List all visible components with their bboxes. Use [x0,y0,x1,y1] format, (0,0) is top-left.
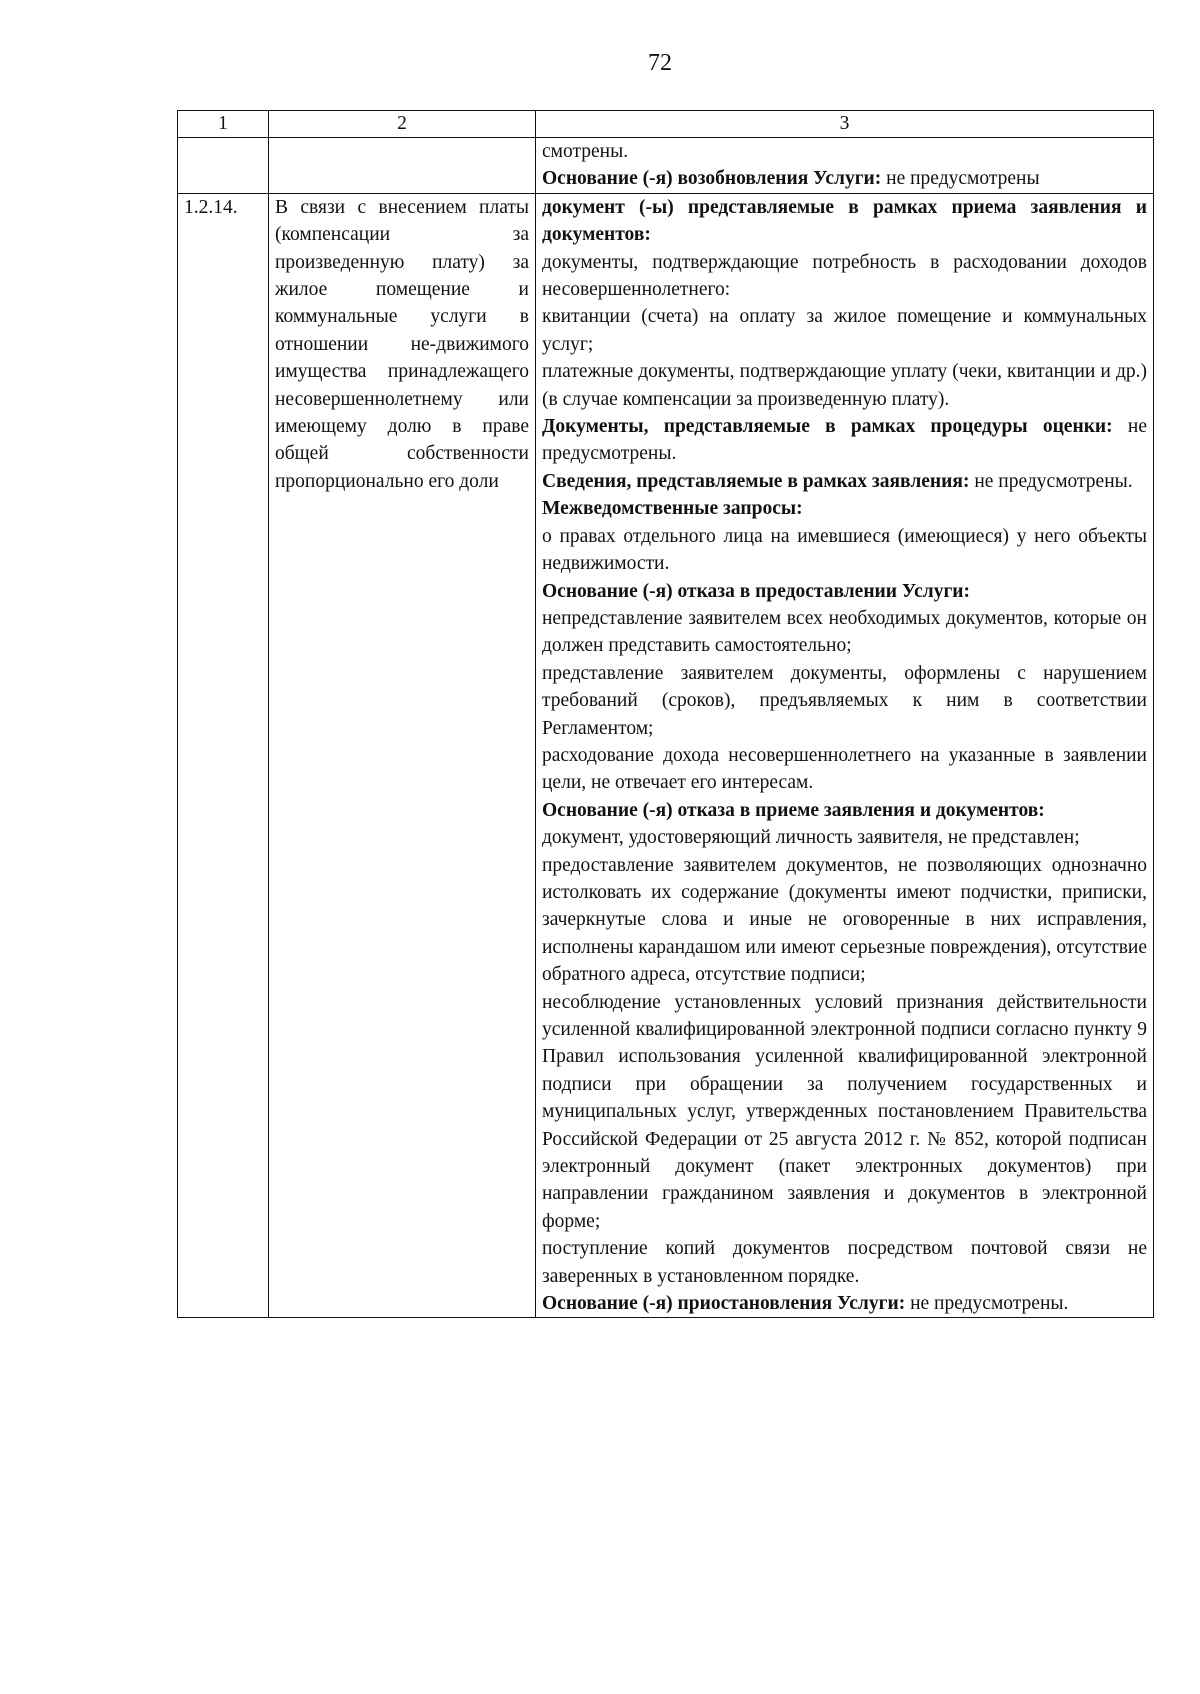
resumption-heading: Основание (-я) возобновления Услуги: [542,168,882,190]
page-number: 72 [648,50,672,76]
continuation-text: смотрены. [542,141,629,162]
section-item: документы, подтверждающие потребность в расходовании доходов несовершеннолетнего: [542,251,1147,301]
section-inline-text: не предусмотрены. [542,416,1148,465]
section-item: несоблюдение установленных условий признания действительности усиленной квалифицированной электронной подписи согласно пункту 9 Правил использования усиленной квалифицированной электронной подписи при обращении за получением государственных и муниципальных услуг, утвержденных постановлением Правительства Российской Федерации от 25 августа 2012 г. № 852, которой подписан электронный документ (пакет электронных документов) при направлении гражданином заявления и документов в электронной форме; [542,991,1147,1232]
section-item: документ, удостоверяющий личность заявителя, не представлен; [542,827,1080,849]
section-heading-paragraph [542,413,1147,468]
section-list [542,194,1147,1318]
row-content-cell [536,193,1154,1318]
continuation-description-cell [269,138,536,194]
section-heading: Межведомственные запросы: [542,498,803,520]
section-heading-paragraph [542,797,1147,824]
section-heading: Основание (-я) приостановления Услуги: [542,1293,906,1315]
section-item: представление заявителем документы, оформлены с нарушением требований (сроков), предъявляемых к ним в соответствии Регламентом; [542,662,1147,739]
section-item: платежные документы, подтверждающие уплату (чеки, квитанции и др.) (в случае компенсации за произведенную плату). [542,361,1147,410]
section-heading-paragraph [542,468,1147,495]
table-row [178,193,1154,1318]
column-header-1: 1 [178,111,269,138]
section-item: о правах отдельного лица на имевшиеся (имеющиеся) у него объекты недвижимости. [542,525,1147,575]
section-heading: Сведения, представляемые в рамках заявления: [542,470,970,492]
section-heading-paragraph [542,1290,1147,1317]
section-heading-paragraph [542,495,1147,522]
section-item: расходование дохода несовершеннолетнего на указанные в заявлении цели, не отвечает его интересам. [542,744,1147,794]
resumption-text: не предусмотрены [881,168,1040,190]
section-item: поступление копий документов посредством почтовой связи не заверенных в установленном порядке. [542,1238,1147,1287]
table-header-row [178,111,1154,138]
section-heading: Основание (-я) отказа в предоставлении Услуги: [542,580,971,602]
section-heading-paragraph [542,194,1147,249]
section-heading: Документы, представляемые в рамках процедуры оценки: [542,416,1113,438]
resumption-grounds [542,165,1147,192]
continuation-content-cell [536,138,1154,194]
section-heading-paragraph [542,578,1147,605]
column-header-2: 2 [269,111,536,138]
section-heading: документ (-ы) представляемые в рамках приема заявления и документов: [542,196,1147,246]
row-number: 1.2.14. [178,193,269,1318]
regulation-table [177,110,1154,1318]
section-inline-text: не предусмотрены. [905,1293,1069,1315]
section-item: предоставление заявителем документов, не позволяющих однозначно истолковать их содержание (документы имеют подчистки, приписки, зачеркнутые слова и иные не оговоренные в них исправления, исполнены карандашом или имеют серьезные повреждения), отсутствие обратного адреса, отсутствие подписи; [542,854,1147,986]
section-item: непредставление заявителем всех необходимых документов, которые он должен представить самостоятельно; [542,607,1147,657]
column-header-3: 3 [536,111,1154,138]
section-inline-text: не предусмотрены. [969,470,1133,492]
section-heading: Основание (-я) отказа в приеме заявления и документов: [542,799,1045,821]
section-item: квитанции (счета) на оплату за жилое помещение и коммунальных услуг; [542,306,1147,355]
continuation-number-cell [178,138,269,194]
continuation-row [178,138,1154,194]
row-description: В связи с внесением платы (компенсации за произведенную плату) за жилое помещение и коммунальные услуги в отношении не-движимого имущества принадлежащего несовершеннолетнему или имеющему долю в праве общей собственности пропорционально его доли [269,193,536,1318]
